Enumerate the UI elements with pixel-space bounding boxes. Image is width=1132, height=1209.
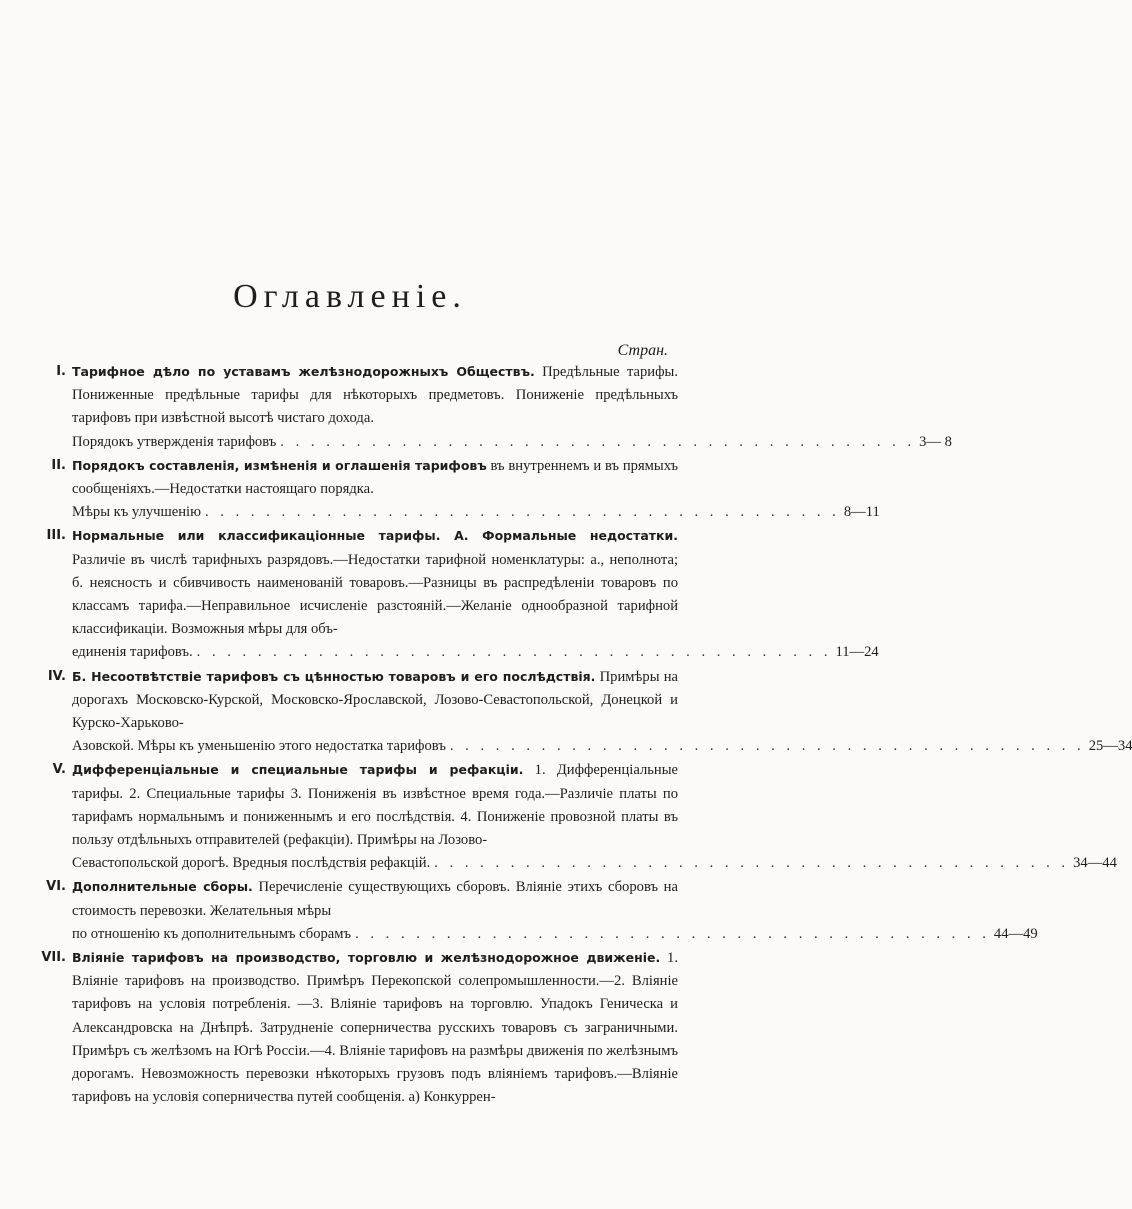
entry-text: [26, 454, 678, 501]
page-column-header: Стран.: [617, 342, 668, 359]
toc-entry-1: [26, 360, 952, 454]
entry-heading: Дополнительные сборы.: [72, 879, 253, 895]
page-title: Оглавленіе.: [233, 278, 467, 315]
entry-pages: 11—24: [835, 644, 879, 661]
toc-entry-5: [26, 758, 1117, 875]
entry-last-line: [26, 431, 952, 454]
entry-text: [26, 665, 678, 736]
dot-leader: . . . . . . . . . . . . . . . . . . . . . . . . . . . . . . . . . . . . . . . . . .: [434, 855, 1070, 872]
entry-last-text: Мѣры къ улучшенію: [72, 504, 201, 521]
entry-heading: Порядокъ составленія, измѣненія и оглашенія тарифовъ: [72, 457, 487, 473]
entry-last-line: [26, 501, 880, 524]
entry-heading: Тарифное дѣло по уставамъ желѣзнодорожныхъ Обществъ.: [72, 364, 535, 379]
dot-leader: . . . . . . . . . . . . . . . . . . . . . . . . . . . . . . . . . . . . . . . . . .: [196, 644, 832, 661]
toc-entry-3: [26, 524, 879, 664]
entry-number: V.: [52, 762, 66, 778]
toc-entry-7: [26, 946, 678, 1109]
entry-last-text: Азовской. Мѣры къ уменьшенію этого недостатка тарифовъ: [72, 738, 446, 755]
entry-last-text: Порядокъ утвержденія тарифовъ: [72, 433, 277, 450]
entry-heading: Вліяніе тарифовъ на производство, торговлю и желѣзнодорожное движеніе.: [72, 950, 661, 966]
toc-entry-2: [26, 454, 880, 525]
entry-number: VI.: [46, 879, 66, 895]
entry-pages: 3— 8: [919, 433, 952, 450]
entry-pages: 44—49: [993, 925, 1038, 942]
entry-number: I.: [56, 364, 66, 379]
table-of-contents: [26, 360, 1132, 1110]
entry-last-text: по отношенію къ дополнительнымъ сборамъ: [72, 925, 352, 942]
toc-entry-4: [26, 665, 1132, 759]
entry-body: Различіе въ числѣ тарифныхъ разрядовъ.—Недостатки тарифной номенклатуры: а., неполнота; б. неясность и сбивчивость наименованій товаровъ.—Разницы въ распредѣленіи товаровъ по классамъ тарифа.—Неправильное исчисленіе разстояній.—Желаніе однообразной тарифной классификаціи. Возможныя мѣры для объ-: [72, 551, 678, 638]
dot-leader: . . . . . . . . . . . . . . . . . . . . . . . . . . . . . . . . . . . . . . . . . .: [205, 504, 840, 521]
dot-leader: . . . . . . . . . . . . . . . . . . . . . . . . . . . . . . . . . . . . . . . . . .: [449, 738, 1085, 755]
entry-number: II.: [51, 457, 66, 473]
entry-body: Примѣры на дорогахъ Московско-Курской, Московско-Ярославской, Лозово-Севастопольской, Донецкой и Курско-Харьково-: [72, 668, 679, 732]
entry-text: [26, 875, 678, 922]
entry-text: [26, 360, 678, 431]
entry-last-line: [26, 852, 1117, 875]
entry-number: IV.: [47, 668, 66, 684]
dot-leader: . . . . . . . . . . . . . . . . . . . . . . . . . . . . . . . . . . . . . . . . . .: [280, 433, 916, 450]
entry-pages: 25—34: [1088, 738, 1132, 755]
entry-body: 1. Дифференціальные тарифы. 2. Специальные тарифы 3. Пониженія въ извѣстное время года.—Различіе платы по тарифамъ нормальнымъ и пониженнымъ и его послѣдствія. 4. Пониженіе провозной платы въ пользу отдѣльныхъ отправителей (рефакціи). Примѣры на Лозово-: [72, 762, 678, 849]
entry-text: [26, 758, 678, 852]
entry-number: III.: [46, 528, 66, 544]
entry-last-text: единенія тарифовъ.: [72, 644, 193, 661]
entry-heading: Нормальные или классификаціонные тарифы. А. Формальные недостатки.: [72, 528, 678, 544]
entry-body: Перечисленіе существующихъ сборовъ. Вліяніе этихъ сборовъ на стоимость перевозки. Желательныя мѣры: [72, 879, 678, 919]
entry-body: въ внутреннемъ и въ прямыхъ сообщеніяхъ.—Недостатки настоящаго порядка.: [72, 457, 679, 498]
entry-last-line: [26, 923, 1038, 946]
entry-last-line: [26, 735, 1132, 758]
entry-text: [26, 946, 678, 1109]
entry-heading: Б. Несоотвѣтствіе тарифовъ съ цѣнностью товаровъ и его послѣдствія.: [72, 668, 596, 684]
entry-pages: 34—44: [1073, 855, 1117, 872]
entry-last-line: [26, 641, 879, 664]
toc-entry-6: [26, 875, 1038, 946]
entry-last-text: Севастопольской дорогѣ. Вредныя послѣдствія рефакцій.: [72, 855, 431, 872]
entry-number: VII.: [41, 950, 66, 966]
entry-text: [26, 524, 678, 641]
entry-heading: Дифференціальные и специальные тарифы и рефакціи.: [72, 762, 524, 778]
entry-body: 1. Вліяніе тарифовъ на производство. Примѣръ Перекопской солепромышленности.—2. Вліяніе тарифовъ на условія потребленія. —3. Вліяніе тарифовъ на торговлю. Упадокъ Геническа и Александровска на Днѣпрѣ. Затрудненіе соперничества русскихъ товаровъ съ заграничными. Примѣръ съ желѣзомъ на Югѣ Россіи.—4. Вліяніе тарифовъ на размѣры движенія по желѣзнымъ дорогамъ. Невозможность перевозки нѣкоторыхъ грузовъ подъ вліяніемъ тарифовъ.—Вліяніе тарифовъ на условія соперничества путей сообщенія. а) Конкуррен-: [72, 950, 679, 1106]
dot-leader: . . . . . . . . . . . . . . . . . . . . . . . . . . . . . . . . . . . . . . . . . .: [355, 925, 990, 942]
entry-pages: 8—11: [843, 504, 880, 521]
entry-body: Предѣльные тарифы. Пониженные предѣльные тарифы для нѣкоторыхъ предметовъ. Пониженіе предѣльныхъ тарифовъ при извѣстной высотѣ чистаго дохода.: [72, 364, 679, 427]
